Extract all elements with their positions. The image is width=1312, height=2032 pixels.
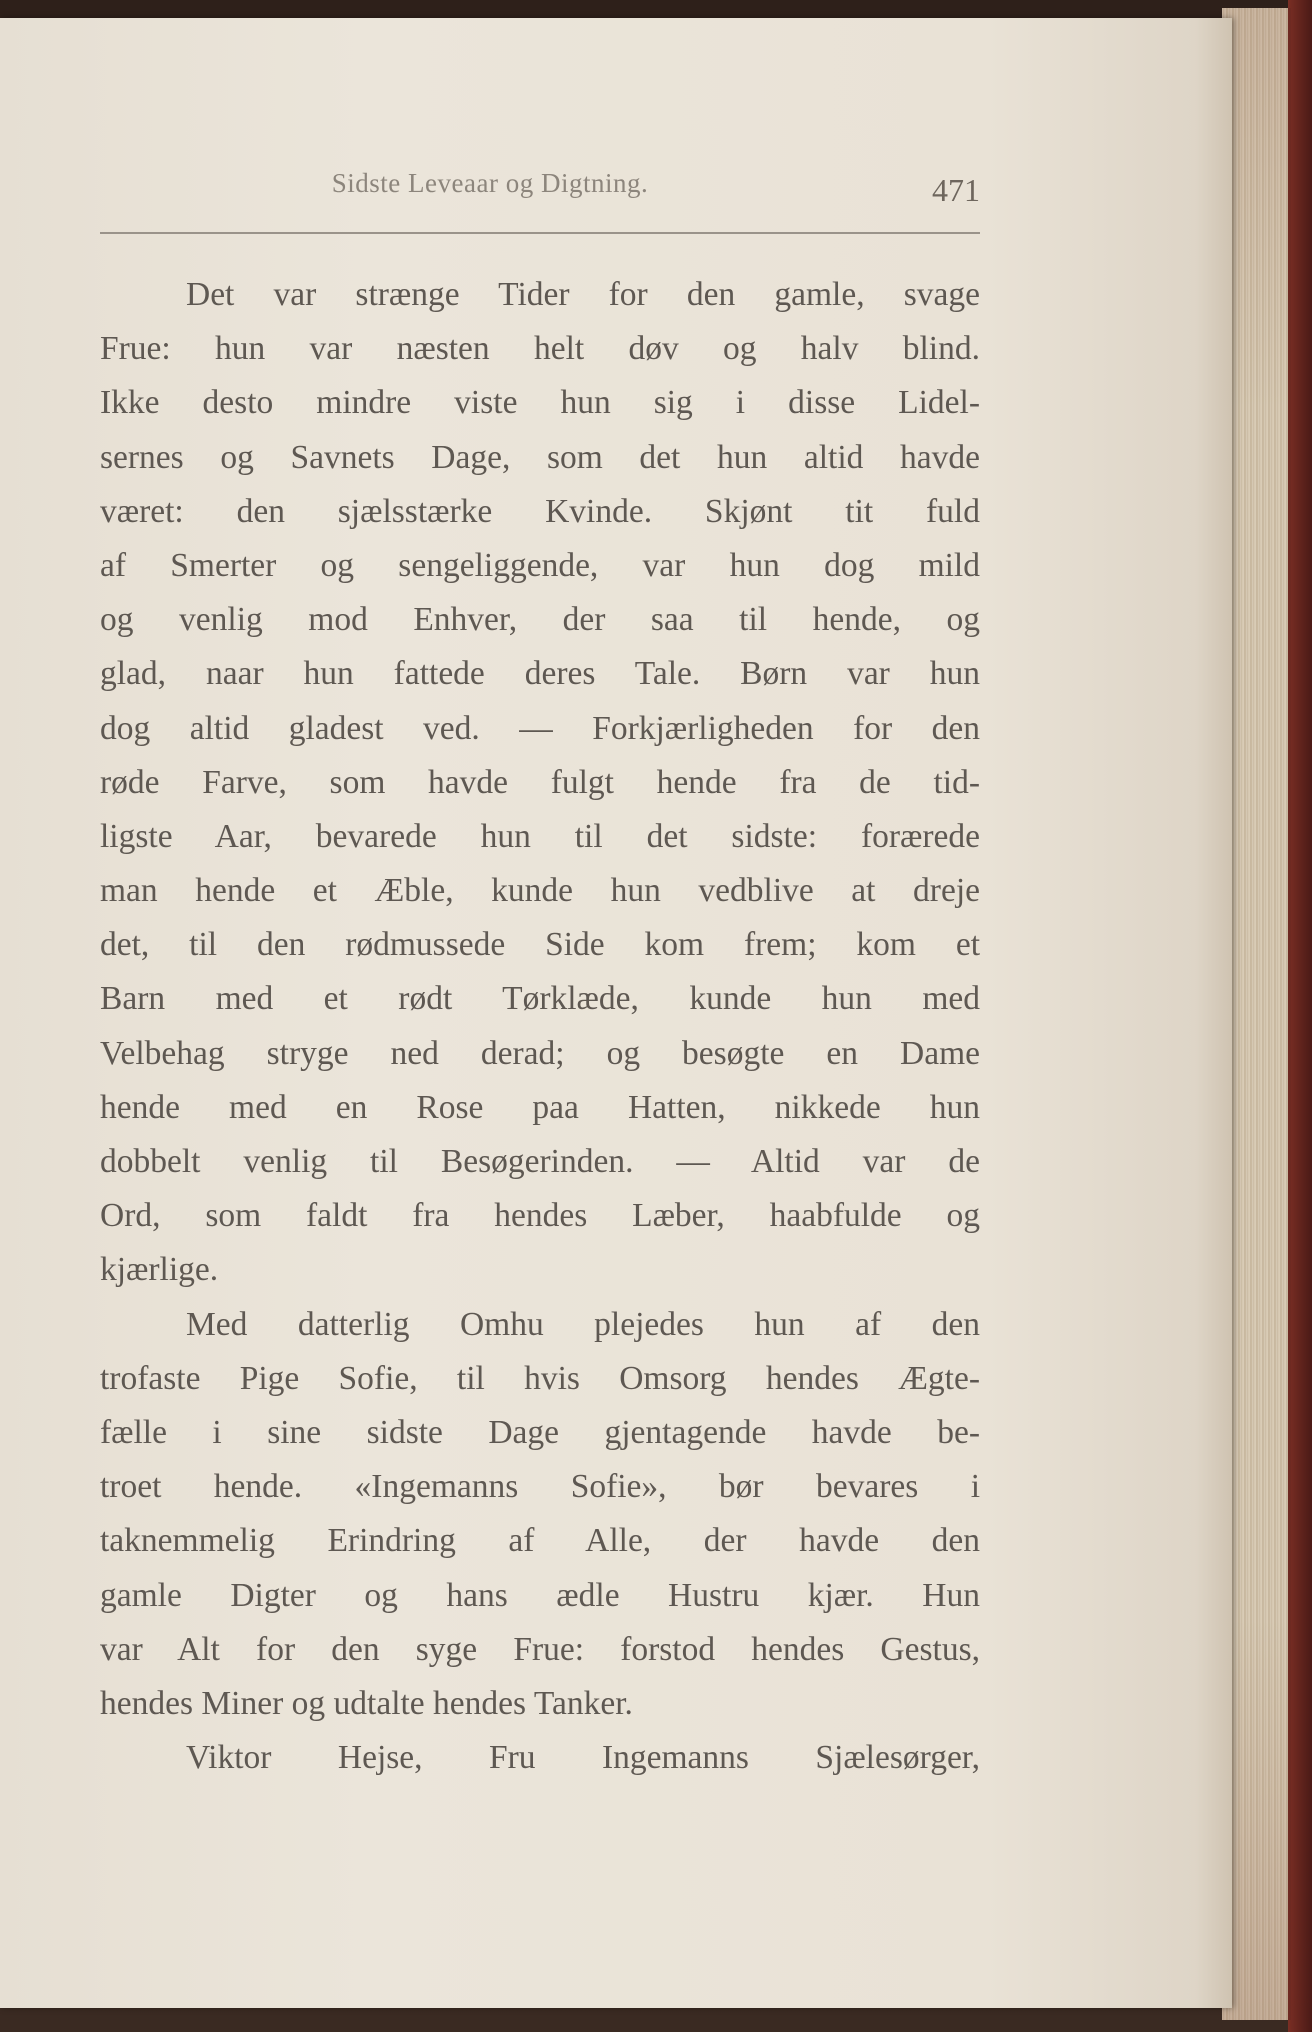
text-line: gamle Digter og hans ædle Hustru kjær. Hun — [100, 1576, 980, 1614]
text-line: hendes Miner og udtalte hendes Tanker. — [100, 1684, 633, 1722]
text-line: var Alt for den syge Frue: forstod hendes Gestus, — [100, 1630, 980, 1668]
text-line: røde Farve, som havde fulgt hende fra de tid- — [100, 763, 980, 801]
text-line: glad, naar hun fattede deres Tale. Børn var hun — [100, 655, 980, 693]
text-line: Barn med et rødt Tørklæde, kunde hun med — [100, 980, 980, 1018]
text-line: det, til den rødmussede Side kom frem; kom et — [100, 926, 980, 964]
text-line: og venlig mod Enhver, der saa til hende, og — [100, 601, 980, 639]
text-line: taknemmelig Erindring af Alle, der havde den — [100, 1522, 980, 1560]
text-line: troet hende. «Ingemanns Sofie», bør bevares i — [100, 1468, 980, 1506]
text-line: Ord, som faldt fra hendes Læber, haabfulde og — [100, 1197, 980, 1235]
text-line: dobbelt venlig til Besøgerinden. — Altid var de — [100, 1143, 980, 1180]
page-header — [100, 162, 980, 222]
text-line: Med datterlig Omhu plejedes hun af den — [186, 1305, 980, 1343]
page-number: 471 — [932, 172, 980, 208]
text-line: hende med en Rose paa Hatten, nikkede hun — [100, 1088, 980, 1126]
body-text — [100, 268, 980, 1785]
text-line: dog altid gladest ved. — Forkjærligheden for den — [100, 709, 980, 747]
text-line: Det var strænge Tider for den gamle, svage — [186, 276, 980, 313]
running-title: Sidste Leveaar og Digtning. — [331, 168, 649, 198]
text-line: af Smerter og sengeliggende, var hun dog mild — [100, 546, 980, 584]
text-line: Ikke desto mindre viste hun sig i disse Lidel- — [100, 384, 980, 422]
text-line: fælle i sine sidste Dage gjentagende havde be- — [100, 1413, 980, 1451]
book-cover-edge — [1288, 0, 1312, 2032]
text-line: ligste Aar, bevarede hun til det sidste: forærede — [100, 817, 980, 855]
text-line: man hende et Æble, kunde hun vedblive at dreje — [100, 872, 980, 910]
text-line: sernes og Savnets Dage, som det hun altid havde — [100, 438, 980, 476]
text-line: kjærlige. — [100, 1251, 219, 1289]
text-line: Frue: hun var næsten helt døv og halv blind. — [100, 330, 980, 368]
text-line: trofaste Pige Sofie, til hvis Omsorg hendes Ægte- — [100, 1359, 980, 1397]
page-edges — [1222, 8, 1291, 2020]
header-rule — [100, 232, 980, 234]
text-line: Viktor Hejse, Fru Ingemanns Sjælesørger, — [186, 1739, 980, 1777]
text-line: Velbehag stryge ned derad; og besøgte en Dame — [100, 1034, 980, 1072]
text-line: været: den sjælsstærke Kvinde. Skjønt tit fuld — [100, 492, 980, 530]
